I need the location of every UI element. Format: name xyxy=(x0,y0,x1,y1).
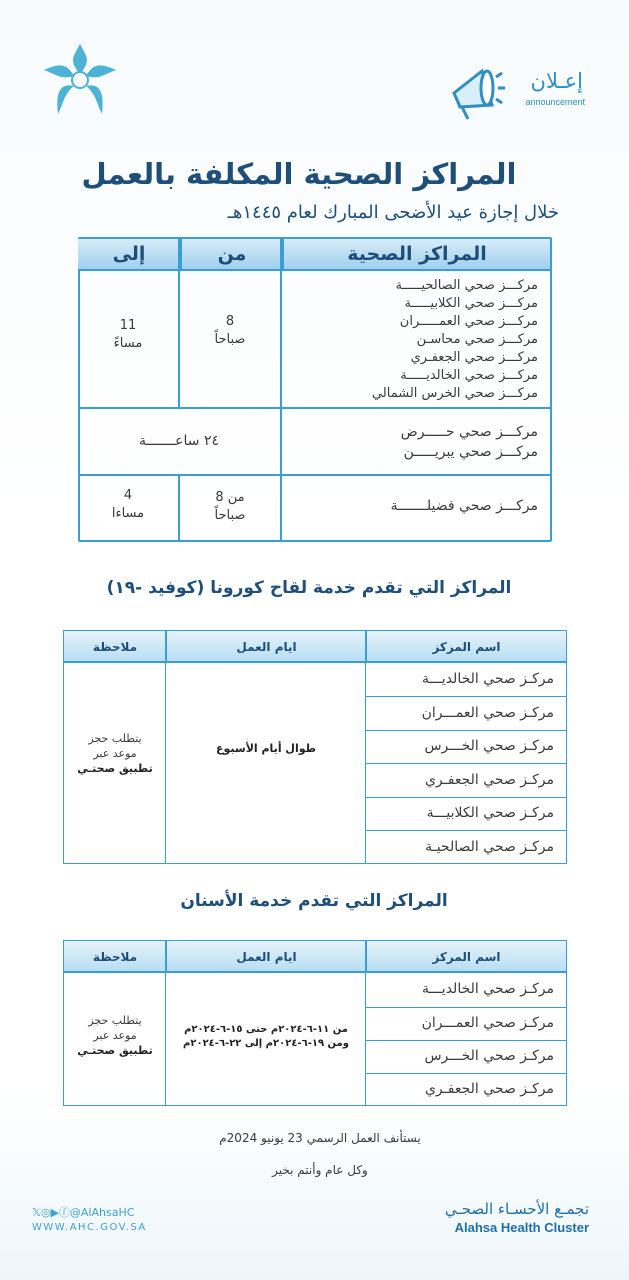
table-row: مركـز صحي الخالديـــة xyxy=(422,981,554,997)
page-subtitle: خلال إجازة عيد الأضحى المبارك لعام ١٤٤٥هـ xyxy=(227,202,559,223)
list-item: مركـــز صحي حـــــرض xyxy=(400,424,538,440)
table-row: مركـز صحي الخـــرس xyxy=(424,1048,554,1064)
group3-to: 4 مساءا xyxy=(111,488,145,521)
social-handle[interactable]: 𝕏◎▶ⓕ@AlAhsaHC xyxy=(32,1206,135,1219)
list-item: مركـــز صحي فضيلـــــــة xyxy=(390,498,538,514)
announcement-label-en: announcement xyxy=(525,97,585,107)
group1-to: 11 مساءً xyxy=(113,318,143,351)
covid-note: يتطلب حجز موعد عبر تطبيق صحتـي xyxy=(77,732,153,775)
table-row: مركـز صحي العمـــران xyxy=(421,705,554,721)
header-days: ايام العمل xyxy=(166,941,366,973)
list-item: مركـــز صحي الخالديـــــة xyxy=(400,368,538,383)
header-note: ملاحظة xyxy=(64,941,166,973)
table-row: مركـز صحي الخـــرس xyxy=(424,738,554,754)
table-row: مركـز صحي العمـــران xyxy=(421,1015,554,1031)
announcement-badge xyxy=(446,55,591,127)
group1-from: 8 صباحاً xyxy=(214,314,246,347)
list-item: مركـــز صحي يبريـــــن xyxy=(403,444,538,460)
table-row: مركـز صحي الجعفـري xyxy=(424,772,554,788)
list-item: مركـــز صحي الخرس الشمالي xyxy=(371,386,538,401)
header-centers: المراكز الصحية xyxy=(282,239,550,269)
cluster-name-ar: تجمـع الأحسـاء الصحـي xyxy=(444,1200,589,1218)
header-to: إلى xyxy=(78,239,180,269)
list-item: مركـــز صحي الكلابيـــــة xyxy=(404,296,538,311)
resume-notice: يستأنف العمل الرسمي 23 يونيو 2024م xyxy=(219,1131,421,1145)
table-row: مركـز صحي الجعفـري xyxy=(424,1081,554,1097)
header-days: ايام العمل xyxy=(166,631,366,663)
table-row: مركـز صحي الخالديـــة xyxy=(422,671,554,687)
greeting: وكل عام وأنتم بخير xyxy=(272,1163,368,1177)
table-row: مركـز صحي الكلابيـــة xyxy=(426,805,554,821)
dental-centers-table xyxy=(63,940,567,1106)
announcement-label-ar: إعـلان xyxy=(530,69,583,93)
header-name: اسم المركز xyxy=(366,631,566,663)
group3-centers xyxy=(288,497,538,515)
group3-from: من 8 صباحاً xyxy=(214,490,246,523)
header-from: من xyxy=(180,239,282,269)
group2-hours: ٢٤ ساعـــــــة xyxy=(138,433,220,449)
background-watermark xyxy=(180,1140,204,1222)
covid-section-title: المراكز التي تقدم خدمة لقاح كورونا (كوفيد -١٩) xyxy=(106,578,512,598)
centers-hours-table xyxy=(78,237,552,542)
header-note: ملاحظة xyxy=(64,631,166,663)
covid-centers-table xyxy=(63,630,567,864)
cluster-logo-icon xyxy=(40,40,120,120)
list-item: مركـــز صحي الصالحيـــــة xyxy=(395,278,538,293)
cluster-name-en: Alahsa Health Cluster xyxy=(454,1220,589,1235)
covid-days: طوال أيام الأسبوع xyxy=(215,742,316,755)
list-item: مركـــز صحي الجعفـري xyxy=(410,350,538,365)
dental-days: من ١١-٦-٢٠٢٤م حتى ١٥-٦-٢٠٢٤م ومن ١٩-٦-٢٠٢٤م إلى ٢٢-٦-٢٠٢٤م xyxy=(183,1024,349,1049)
list-item: مركـــز صحي العمـــــران xyxy=(399,314,538,329)
table-row: مركـز صحي الصالحيـة xyxy=(425,839,554,855)
megaphone-icon xyxy=(446,55,506,125)
group2-centers xyxy=(288,422,538,462)
header-name: اسم المركز xyxy=(366,941,566,973)
dental-note: يتطلب حجز موعد عبر تطبيق صحتـي xyxy=(77,1014,153,1057)
dental-section-title: المراكز التي تقدم خدمة الأسنان xyxy=(180,891,448,911)
group1-centers xyxy=(288,277,538,403)
website-link[interactable]: WWW.AHC.GOV.SA xyxy=(32,1222,147,1233)
page-title: المراكز الصحية المكلفة بالعمل xyxy=(81,157,517,191)
list-item: مركـــز صحي محاسـن xyxy=(416,332,538,347)
